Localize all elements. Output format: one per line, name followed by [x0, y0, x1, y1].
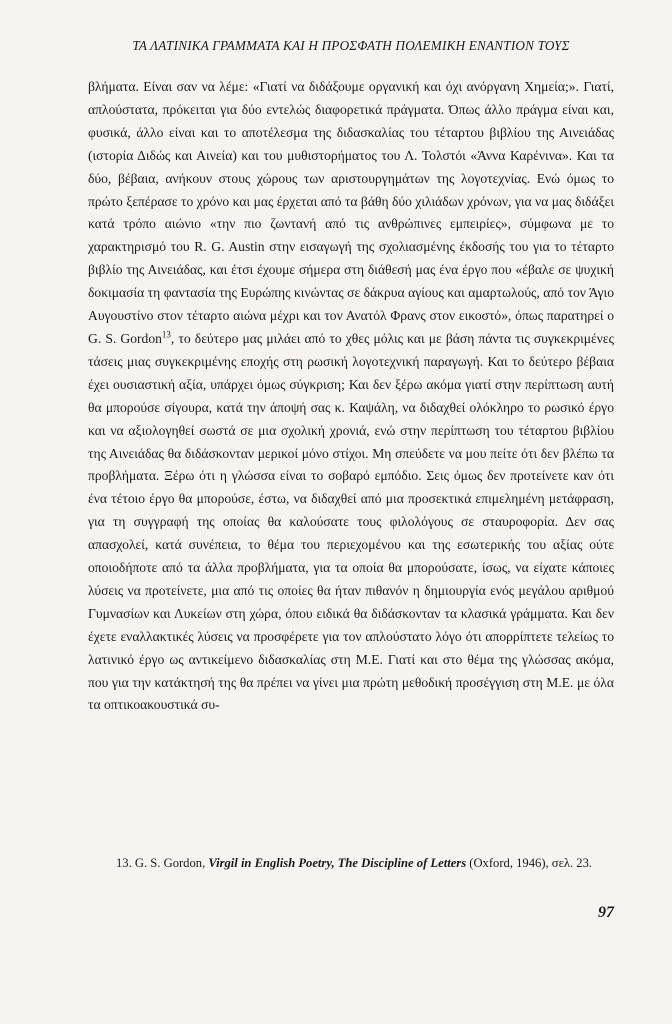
page-number: 97 — [598, 904, 614, 921]
footnote — [88, 852, 614, 874]
footnote-reference: 13 — [161, 329, 171, 340]
footnote-rest: (Oxford, 1946), σελ. 23. — [469, 856, 593, 870]
footnote-title: Virgil in English Poetry, The Discipline of Letters — [208, 856, 467, 870]
body-text-part-1: βλήματα. Είναι σαν να λέμε: «Γιατί να διδάξουμε οργανική και όχι ανόργανη Χημεία;». Γιατί, απλούστατα, πρόκειται για δύο εντελώς διαφορετικά πράγματα. Όπως άλλο πράγμα είναι και, φυσικά, άλλο είναι και το αποτέλεσμα της διδασκαλίας του τέταρτου βιβλίου της Αινειάδας (ιστορία Διδώς και Αινεία) και του μυθιστορήματος του Λ. Τολστόι «Άννα Καρένινα». Και τα δύο, βέβαια, ανήκουν στους χώρους των αριστουργημάτων της λογοτεχνίας. Ενώ όμως το πρώτο ξεπέρασε το χρόνο και μας έρχεται από τα βάθη δύο χιλιάδων χρόνων, για να μας διδάξει κατά τρόπο αιώνιο «την πιο ζωντανή από τις ανθρώπινες εμπειρίες», σύμφωνα με το χαρακτηρισμό του R. G. Austin στην εισαγωγή της σχολιασμένης έκδοσής του για το τέταρτο βιβλίο της Αινειάδας, και έτσι έχουμε σήμερα στη διάθεσή μας ένα έργο που «έβαλε σε ψυχική δοκιμασία τη φαντασία της Ευρώπης κινώντας σε δάκρυα αγίους και αμαρτωλούς, από τον Άγιο Αυγουστίνο στον τέταρτο αιώνα μέχρι και τον Ανατόλ Φρανς στον εικοστό», όπως παρατηρεί ο G. S. Gordon — [88, 79, 614, 346]
footnote-author: G. S. Gordon, — [134, 856, 206, 870]
footnote-number: 13. — [116, 856, 132, 870]
body-paragraph — [88, 76, 614, 717]
running-head: ΤΑ ΛΑΤΙΝΙΚΑ ΓΡΑΜΜΑΤΑ ΚΑΙ Η ΠΡΟΣΦΑΤΗ ΠΟΛΕΜΙΚΗ ΕΝΑΝΤΙΟΝ ΤΟΥΣ — [132, 38, 570, 53]
book-page — [88, 38, 614, 921]
body-text-part-2: , το δεύτερο μας μιλάει από το χθες μόλις και με βάση πάντα τις συγκεκριμένες τάσεις μιας συγκεκριμένης εποχής στη ρωσική λογοτεχνική παραγωγή. Και το δεύτερο βέβαια έχει ουσιαστική αξία, υπάρχει όμως σύγκριση; Και δεν ξέρω ακόμα γιατί στην περίπτωση αυτή θα μπορούσε σίγουρα, κατά την άποψή σας κ. Καψάλη, να διδαχθεί ολόκληρο το ρωσικό έργο και να αξιολογηθεί σωστά σε μια σχολική χρονιά, ενώ στην περίπτωση του τέταρτου βιβλίου της Αινειάδας θα διδάσκονταν μερικοί μόνο στίχοι. Μη σπεύδετε να μου πείτε ότι δεν βλέπω τα προβλήματα. Ξέρω ότι η γλώσσα είναι το σοβαρό εμπόδιο. Σεις όμως δεν προτείνετε καν ότι ένα τέτοιο έργο θα μπορούσε, έστω, να διδαχθεί από μια προσεκτικά επιμελημένη μετάφραση, για τη συγγραφή της οποίας θα καλούσατε τους φιλολόγους σε σταυροφορία. Δεν σας απασχολεί, κατά συνέπεια, το θέμα του περιεχομένου και της εσωτερικής του αξίας ούτε οποιοδήποτε από τα άλλα προβλήματα, για τα οποία θα μπορούσατε, ίσως, να είχατε κάποιες λύσεις να προτείνετε, μια από τις οποίες θα ήταν πιθανόν η δημιουργία ενός μεγάλου αριθμού Γυμνασίων και Λυκείων στη χώρα, όπου ειδικά θα διδάσκονταν τα κλασικά γράμματα. Και δεν έχετε εναλλακτικές λύσεις να προσφέρετε για τον απλούστατο λόγο ότι απορρίπτετε τελείως το λατινικό έργο ως αντικείμενο διδασκαλίας στη Μ.Ε. Γιατί και στο θέμα της γλώσσας ακόμα, που για την κατάκτησή της θα πρέπει να γίνει μια πρώτη μεθοδική προσέγγιση στη Μ.Ε. με όλα τα οπτικοακουστικά συ- — [88, 330, 614, 713]
